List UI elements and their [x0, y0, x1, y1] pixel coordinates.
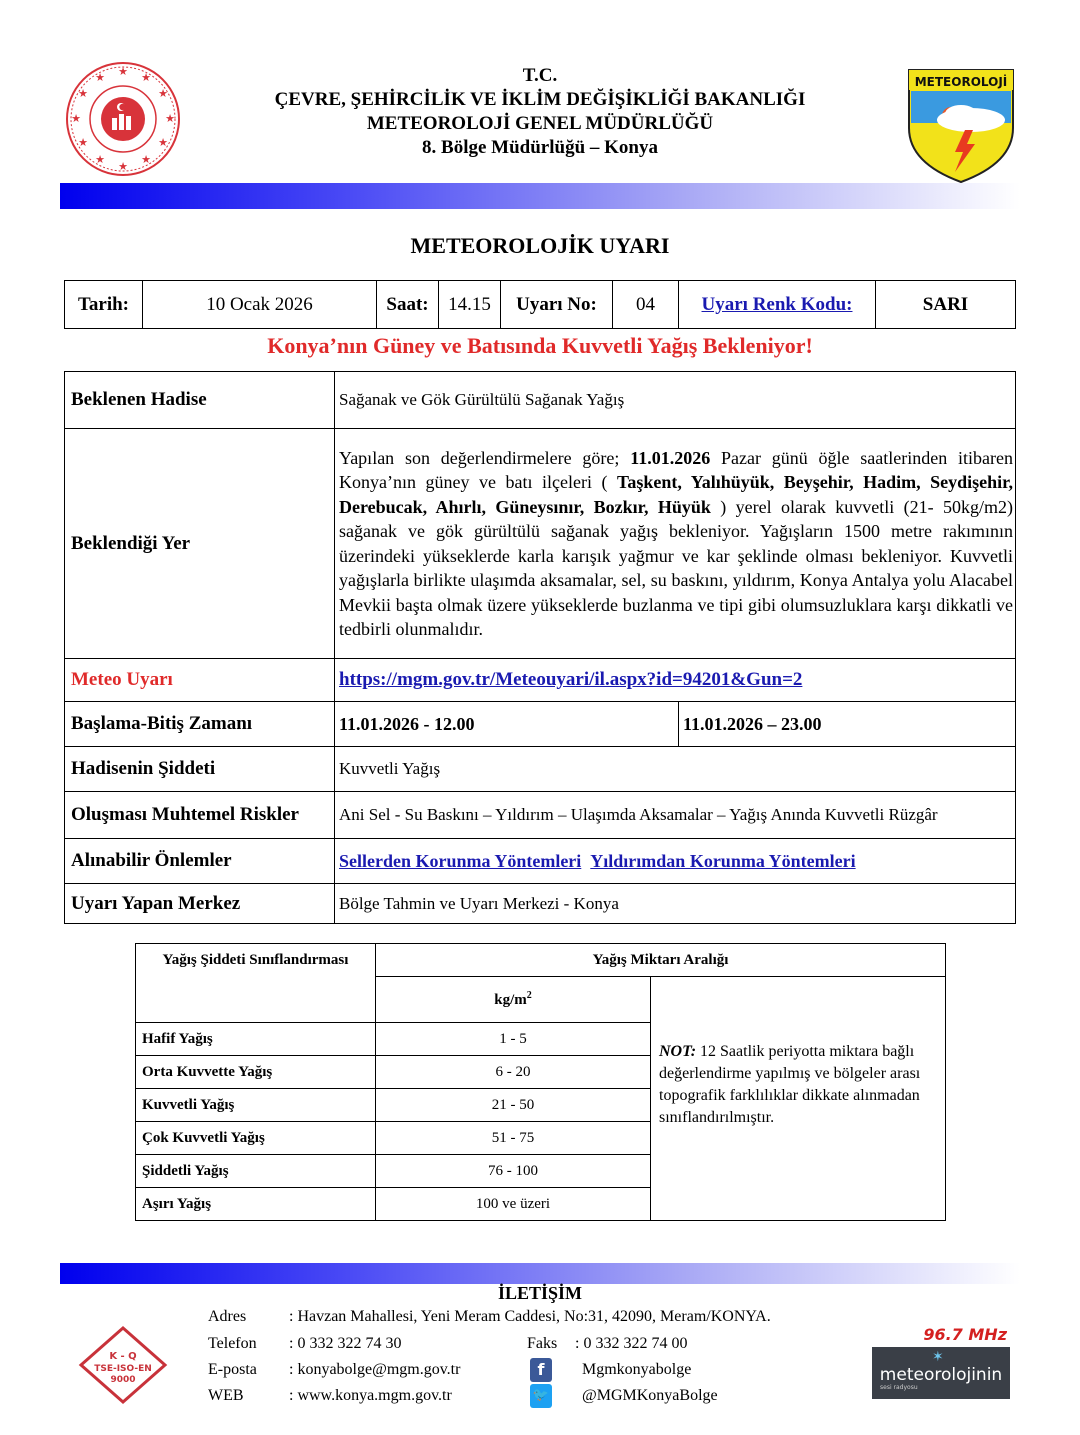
end-time: 11.01.2026 – 23.00: [679, 702, 1016, 747]
radio-name: meteorolojinin: [879, 1365, 1003, 1385]
facebook-icon: f: [530, 1358, 552, 1382]
fax-value: : 0 332 322 74 00: [575, 1335, 688, 1352]
meteoroloji-shield-logo: [905, 68, 1017, 184]
risks-label: Oluşması Muhtemel Riskler: [65, 792, 335, 839]
class-range: 76 - 100: [376, 1155, 651, 1188]
svg-text:★: ★: [78, 87, 88, 100]
date-label: Tarih:: [65, 281, 143, 329]
location-label: Beklendiği Yer: [65, 429, 335, 659]
radio-logo: [872, 1347, 1010, 1399]
class-range: 6 - 20: [376, 1056, 651, 1089]
address-label: Adres: [208, 1308, 247, 1325]
risks-value: Ani Sel - Su Baskını – Yıldırım – Ulaşımda Aksamalar – Yağış Anında Kuvvetli Rüzgâr: [335, 792, 1016, 839]
tse-iso-quality-logo: [78, 1325, 168, 1405]
lightning-protection-link[interactable]: Yıldırımdan Korunma Yöntemleri: [590, 850, 856, 871]
class-label: Şiddetli Yağış: [136, 1155, 376, 1188]
svg-text:★: ★: [158, 136, 168, 149]
header-titles: [200, 64, 880, 160]
amount-range-header: Yağış Miktarı Aralığı: [376, 944, 946, 977]
class-range: 1 - 5: [376, 1023, 651, 1056]
facebook-handle[interactable]: Mgmkonyabolge: [582, 1361, 692, 1378]
start-time: 11.01.2026 - 12.00: [335, 702, 679, 747]
svg-text:K - Q: K - Q: [109, 1351, 137, 1362]
note-label: NOT:: [659, 1043, 697, 1060]
svg-text:★: ★: [118, 65, 128, 78]
svg-text:★: ★: [95, 71, 105, 84]
location-districts: Taşkent, Yalıhüyük, Beyşehir, Hadim, Seydişehir, Derebucak, Ahırlı, Güneysınır, Bozkır, Hüyük: [339, 472, 1013, 517]
web-value[interactable]: : www.konya.mgm.gov.tr: [289, 1387, 452, 1404]
class-range: 51 - 75: [376, 1122, 651, 1155]
classification-header: Yağış Şiddeti Sınıflandırması: [136, 944, 376, 1023]
svg-text:★: ★: [71, 112, 81, 125]
radio-subtitle: sesi radyosu: [880, 1384, 918, 1391]
document-title: METEOROLOJİK UYARI: [410, 233, 670, 258]
twitter-handle[interactable]: @MGMKonyaBolge: [582, 1387, 718, 1404]
class-range: 100 ve üzeri: [376, 1188, 651, 1221]
color-code-link[interactable]: Uyarı Renk Kodu:: [701, 293, 853, 315]
precipitation-classification-table: [135, 943, 946, 1221]
center-label: Uyarı Yapan Merkez: [65, 884, 335, 924]
class-label: Kuvvetli Yağış: [136, 1089, 376, 1122]
severity-value: Kuvvetli Yağış: [335, 747, 1016, 792]
radio-frequency: 96.7 MHz: [923, 1325, 1007, 1344]
color-code-value: SARI: [876, 281, 1016, 329]
svg-text:★: ★: [158, 87, 168, 100]
svg-text:METEOROLOJİ: METEOROLOJİ: [914, 75, 1008, 89]
twitter-icon: 🐦: [530, 1384, 552, 1408]
svg-text:★: ★: [78, 136, 88, 149]
header-region: 8. Bölge Müdürlüğü – Konya: [422, 137, 658, 158]
location-date: 11.01.2026: [630, 447, 711, 468]
class-label: Hafif Yağış: [136, 1023, 376, 1056]
warning-no-value: 04: [613, 281, 679, 329]
meteo-warning-link[interactable]: https://mgm.gov.tr/Meteouyari/il.aspx?id=94201&Gun=2: [339, 669, 803, 690]
note-text: 12 Saatlik periyotta miktara bağlı değerlendirme yapılmış ve bölgeler arası topografik farklılıklar dikkate alınmadan sınıflandırılmıştır.: [659, 1043, 921, 1126]
warning-details-table: [64, 371, 1016, 924]
header-tc: T.C.: [522, 65, 558, 86]
class-label: Çok Kuvvetli Yağış: [136, 1122, 376, 1155]
timespan-label: Başlama-Bitiş Zamanı: [65, 702, 335, 747]
measures-label: Alınabilir Önlemler: [65, 839, 335, 884]
star-icon: ✶: [932, 1349, 944, 1365]
svg-text:★: ★: [118, 160, 128, 173]
svg-text:★: ★: [95, 153, 105, 166]
class-label: Aşırı Yağış: [136, 1188, 376, 1221]
svg-text:TSE-ISO-EN: TSE-ISO-EN: [94, 1364, 152, 1374]
unit-header: $kg/m^2$: [376, 977, 651, 1023]
event-value: Sağanak ve Gök Gürültülü Sağanak Yağış: [335, 372, 1016, 429]
time-value: 14.15: [439, 281, 501, 329]
address-value: : Havzan Mahallesi, Yeni Meram Caddesi, No:31, 42090, Meram/KONYA.: [289, 1308, 771, 1325]
phone-value: : 0 332 322 74 30: [289, 1335, 402, 1352]
header-ministry: ÇEVRE, ŞEHİRCİLİK VE İKLİM DEĞİŞİKLİĞİ BAKANLIĞI: [274, 89, 806, 110]
svg-text:★: ★: [165, 112, 175, 125]
warning-headline: Konya’nın Güney ve Batısında Kuvvetli Yağış Bekleniyor!: [267, 333, 813, 358]
contact-title: İLETİŞİM: [497, 1283, 583, 1303]
severity-label: Hadisenin Şiddeti: [65, 747, 335, 792]
footer-gradient-bar: [60, 1263, 1020, 1284]
location-description: Yapılan son değerlendirmelere göre; 11.01.2026 Pazar günü öğle saatlerinden itibaren Konya’nın güney ve batı ilçeleri ( Taşkent, Yalıhüyük, Beyşehir, Hadim, Seydişehir, Derebucak, Ahırlı, Güneysınır, Bozkır, Hüyük ) yerel olarak kuvvetli (21- 50kg/m2) sağanak ve gök gürültülü sağanak yağış bekleniyor. Yağışların 1500 metre rakımının üzerindeki yükseklerde karla karışık yağmur ve kar şeklinde olması bekleniyor. Kuvvetli yağışlarla birlikte ulaşımda aksamalar, sel, su baskını, yıldırım, Konya Antalya yolu Alacabel Mevkii başta olmak üzere yükseklerde buzlanma ve tipi gibi olumsuzluklara karşı dikkatli ve tedbirli olunmalıdır.: [335, 429, 1016, 659]
time-label: Saat:: [377, 281, 439, 329]
email-label: E-posta: [208, 1361, 257, 1378]
meteo-warning-label: Meteo Uyarı: [65, 659, 335, 702]
phone-label: Telefon: [208, 1335, 257, 1352]
ministry-seal-logo: [64, 60, 182, 178]
web-label: WEB: [208, 1387, 244, 1404]
svg-text:9000: 9000: [110, 1375, 136, 1385]
date-value: 10 Ocak 2026: [143, 281, 377, 329]
warning-info-table: [64, 280, 1016, 329]
center-value: Bölge Tahmin ve Uyarı Merkezi - Konya: [335, 884, 1016, 924]
email-value[interactable]: : konyabolge@mgm.gov.tr: [289, 1361, 461, 1378]
warning-no-label: Uyarı No:: [501, 281, 613, 329]
svg-text:★: ★: [141, 71, 151, 84]
header-gradient-bar: [60, 183, 1020, 209]
class-range: 21 - 50: [376, 1089, 651, 1122]
classification-note: [651, 977, 946, 1221]
header-directorate: METEOROLOJİ GENEL MÜDÜRLÜĞÜ: [366, 113, 714, 134]
svg-text:★: ★: [141, 153, 151, 166]
event-label: Beklenen Hadise: [65, 372, 335, 429]
fax-label: Faks: [527, 1335, 558, 1352]
flood-protection-link[interactable]: Sellerden Korunma Yöntemleri: [339, 850, 582, 871]
class-label: Orta Kuvvette Yağış: [136, 1056, 376, 1089]
